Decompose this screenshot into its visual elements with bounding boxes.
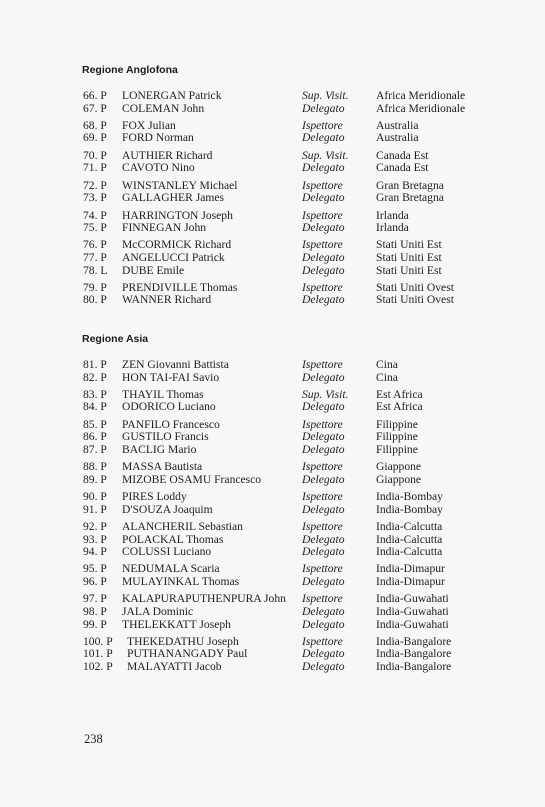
entry-group (0, 491, 545, 516)
entry-row (0, 132, 545, 145)
entry-row (0, 180, 545, 193)
entry-row (0, 150, 545, 163)
entry-role: Delegato (302, 575, 345, 589)
entry-place: Est Africa (376, 400, 423, 414)
entry-group (0, 210, 545, 235)
entry-place: India-Bombay (376, 490, 443, 504)
entry-row (0, 636, 545, 649)
entry-name: CAVOTO Nino (122, 161, 195, 175)
entry-role: Delegato (302, 263, 345, 277)
entry-role: Delegato (302, 442, 345, 456)
entry-number: 85. P (83, 417, 107, 431)
entry-row (0, 431, 545, 444)
entry-place: India-Dimapur (376, 562, 445, 576)
entry-name: GUSTILO Francis (122, 430, 209, 444)
region-title-anglofona: Regione Anglofona (82, 64, 178, 76)
entry-role: Delegato (302, 659, 345, 673)
entry-row (0, 239, 545, 252)
entry-role: Ispettore (302, 358, 343, 371)
entry-name: GALLAGHER James (122, 191, 225, 205)
entry-row (0, 419, 545, 432)
entry-number: 80. P (83, 293, 107, 307)
entry-group (0, 636, 545, 674)
entry-row (0, 389, 545, 402)
entry-row (0, 504, 545, 517)
entry-place: India-Guwahati (376, 617, 449, 631)
entry-name: PUTHANANGADY Paul (127, 647, 248, 661)
entry-role: Delegato (302, 161, 345, 175)
entry-number: 79. P (83, 280, 107, 294)
entry-place: India-Calcutta (376, 532, 443, 546)
entry-number: 101. P (83, 647, 113, 661)
entry-place: Gran Bretagna (376, 178, 444, 192)
entry-role: Delegato (302, 545, 345, 559)
entry-row (0, 491, 545, 504)
entry-name: ANGELUCCI Patrick (122, 250, 225, 264)
entry-name: FORD Norman (122, 131, 194, 145)
entry-role: Delegato (302, 191, 345, 205)
entry-role: Delegato (302, 101, 345, 115)
entry-row (0, 372, 545, 385)
entry-place: Filippine (376, 417, 418, 431)
entry-number: 86. P (83, 430, 107, 444)
entry-number: 72. P (83, 178, 107, 192)
entry-group (0, 359, 545, 384)
entry-role: Ispettore (302, 562, 343, 576)
entry-role: Ispettore (302, 490, 343, 504)
entry-role: Ispettore (302, 208, 343, 222)
entry-name: PANFILO Francesco (122, 417, 220, 431)
entry-name: MALAYATTI Jacob (127, 659, 222, 673)
entry-group (0, 461, 545, 486)
entry-row (0, 461, 545, 474)
entry-row (0, 282, 545, 295)
entry-name: MULAYINKAL Thomas (122, 575, 240, 589)
entry-row (0, 444, 545, 457)
entry-row (0, 619, 545, 632)
entry-name: AUTHIER Richard (122, 148, 213, 162)
entry-number: 98. P (83, 604, 107, 618)
entry-place: Stati Uniti Est (376, 250, 442, 264)
entry-name: WANNER Richard (122, 293, 212, 307)
entry-number: 96. P (83, 575, 107, 589)
entry-number: 83. P (83, 387, 107, 401)
entry-number: 71. P (83, 161, 107, 175)
entry-name: ALANCHERIL Sebastian (122, 519, 243, 533)
entry-group (0, 389, 545, 414)
entry-role: Delegato (302, 370, 345, 384)
entry-number: 69. P (83, 131, 107, 145)
entry-name: PRENDIVILLE Thomas (122, 280, 238, 294)
entry-number: 82. P (83, 370, 107, 384)
entry-role: Delegato (302, 400, 345, 414)
entry-role: Sup. Visit. (302, 148, 349, 162)
entry-place: Stati Uniti Est (376, 263, 442, 277)
entry-number: 81. P (83, 358, 107, 371)
entry-row (0, 210, 545, 223)
entry-number: 92. P (83, 519, 107, 533)
entry-row (0, 294, 545, 307)
entry-group (0, 120, 545, 145)
entry-row (0, 265, 545, 278)
entry-place: Canada Est (376, 161, 429, 175)
entry-name: ODORICO Luciano (122, 400, 216, 414)
entry-row (0, 192, 545, 205)
entry-name: DUBE Emile (122, 263, 185, 277)
entry-role: Delegato (302, 617, 345, 631)
entry-number: 75. P (83, 221, 107, 235)
entry-role: Sup. Visit. (302, 387, 349, 401)
entry-place: India-Calcutta (376, 519, 443, 533)
entry-group (0, 239, 545, 277)
entry-place: India-Guwahati (376, 604, 449, 618)
entry-name: LONERGAN Patrick (122, 89, 222, 102)
entry-row (0, 576, 545, 589)
entry-number: 94. P (83, 545, 107, 559)
entry-name: D'SOUZA Joaquim (122, 502, 213, 516)
entry-place: Filippine (376, 430, 418, 444)
region-title-asia: Regione Asia (82, 333, 149, 345)
entry-place: Stati Uniti Est (376, 238, 442, 252)
entry-place: Filippine (376, 442, 418, 456)
entry-number: 89. P (83, 472, 107, 486)
entry-name: FINNEGAN John (122, 221, 207, 235)
entry-place: Giappone (376, 472, 422, 486)
entry-role: Delegato (302, 221, 345, 235)
entry-number: 67. P (83, 101, 107, 115)
entry-row (0, 648, 545, 661)
entry-role: Ispettore (302, 634, 343, 648)
entry-place: Cina (376, 370, 398, 384)
entry-name: POLACKAL Thomas (122, 532, 224, 546)
entry-number: 74. P (83, 208, 107, 222)
entries-anglofona (0, 90, 545, 312)
entry-place: India-Calcutta (376, 545, 443, 559)
entry-role: Delegato (302, 604, 345, 618)
entry-row (0, 401, 545, 414)
entry-role: Delegato (302, 293, 345, 307)
entry-place: India-Bangalore (376, 634, 452, 648)
entry-group (0, 593, 545, 631)
entry-place: Irlanda (376, 208, 409, 222)
entry-place: Stati Uniti Ovest (376, 280, 454, 294)
entry-place: Giappone (376, 460, 422, 474)
entry-row (0, 252, 545, 265)
entry-group (0, 150, 545, 175)
entry-row (0, 563, 545, 576)
entry-name: NEDUMALA Scaria (122, 562, 220, 576)
entry-name: ZEN Giovanni Battista (122, 358, 229, 371)
entry-place: India-Bangalore (376, 647, 452, 661)
entry-name: BACLIG Mario (122, 442, 197, 456)
entry-role: Delegato (302, 250, 345, 264)
entry-place: Australia (376, 118, 419, 132)
entry-place: India-Dimapur (376, 575, 445, 589)
entry-role: Ispettore (302, 519, 343, 533)
entry-place: Gran Bretagna (376, 191, 444, 205)
entry-name: MASSA Bautista (122, 460, 203, 474)
entry-role: Delegato (302, 647, 345, 661)
entry-role: Delegato (302, 131, 345, 145)
entry-row (0, 521, 545, 534)
entry-name: HON TAI-FAI Savio (122, 370, 220, 384)
entry-number: 99. P (83, 617, 107, 631)
entry-number: 68. P (83, 118, 107, 132)
entry-group (0, 90, 545, 115)
entry-group (0, 419, 545, 457)
entry-number: 66. P (83, 89, 107, 102)
entry-number: 76. P (83, 238, 107, 252)
entry-number: 84. P (83, 400, 107, 414)
entry-place: Irlanda (376, 221, 409, 235)
entry-name: MIZOBE OSAMU Francesco (122, 472, 262, 486)
entry-name: HARRINGTON Joseph (122, 208, 233, 222)
entry-row (0, 162, 545, 175)
entry-name: PIRES Loddy (122, 490, 187, 504)
entry-place: Stati Uniti Ovest (376, 293, 454, 307)
entry-row (0, 359, 545, 372)
entry-number: 87. P (83, 442, 107, 456)
entry-role: Ispettore (302, 280, 343, 294)
entry-group (0, 180, 545, 205)
entry-number: 91. P (83, 502, 107, 516)
entry-number: 70. P (83, 148, 107, 162)
entry-row (0, 661, 545, 674)
entry-place: Cina (376, 358, 398, 371)
entry-number: 73. P (83, 191, 107, 205)
entry-place: Est Africa (376, 387, 423, 401)
entry-name: THAYIL Thomas (122, 387, 204, 401)
entry-name: COLEMAN John (122, 101, 205, 115)
entry-row (0, 90, 545, 103)
entry-role: Ispettore (302, 118, 343, 132)
entry-role: Sup. Visit. (302, 89, 349, 102)
entry-number: 102. P (83, 659, 113, 673)
entry-group (0, 282, 545, 307)
entry-row (0, 222, 545, 235)
entry-place: India-Bombay (376, 502, 443, 516)
entry-row (0, 593, 545, 606)
entry-name: FOX Julian (122, 118, 176, 132)
entry-name: JALA Dominic (122, 604, 194, 618)
entry-row (0, 534, 545, 547)
entry-row (0, 546, 545, 559)
entry-place: Australia (376, 131, 419, 145)
entry-role: Ispettore (302, 417, 343, 431)
entry-name: THEKEDATHU Joseph (127, 634, 239, 648)
entry-number: 97. P (83, 592, 107, 606)
entry-place: Africa Meridionale (376, 89, 466, 102)
entry-number: 88. P (83, 460, 107, 474)
entry-place: India-Guwahati (376, 592, 449, 606)
entry-group (0, 521, 545, 559)
entry-place: Canada Est (376, 148, 429, 162)
entry-name: KALAPURAPUTHENPURA John (122, 592, 286, 606)
entry-role: Delegato (302, 472, 345, 486)
entry-row (0, 103, 545, 116)
entry-role: Ispettore (302, 592, 343, 606)
entry-number: 95. P (83, 562, 107, 576)
entry-role: Ispettore (302, 178, 343, 192)
entry-group (0, 563, 545, 588)
entry-role: Delegato (302, 532, 345, 546)
entry-role: Ispettore (302, 460, 343, 474)
entry-name: McCORMICK Richard (122, 238, 232, 252)
entry-row (0, 606, 545, 619)
entry-number: 78. L (83, 263, 108, 277)
entry-number: 90. P (83, 490, 107, 504)
entry-role: Delegato (302, 430, 345, 444)
entry-place: Africa Meridionale (376, 101, 466, 115)
entries-asia (0, 359, 545, 678)
page-number: 238 (84, 732, 103, 746)
entry-name: COLUSSI Luciano (122, 545, 212, 559)
entry-name: WINSTANLEY Michael (122, 178, 238, 192)
entry-row (0, 120, 545, 133)
entry-name: THELEKKATT Joseph (122, 617, 231, 631)
entry-role: Delegato (302, 502, 345, 516)
entry-number: 100. P (83, 634, 113, 648)
entry-role: Ispettore (302, 238, 343, 252)
entry-row (0, 474, 545, 487)
entry-place: India-Bangalore (376, 659, 452, 673)
entry-number: 77. P (83, 250, 107, 264)
entry-number: 93. P (83, 532, 107, 546)
